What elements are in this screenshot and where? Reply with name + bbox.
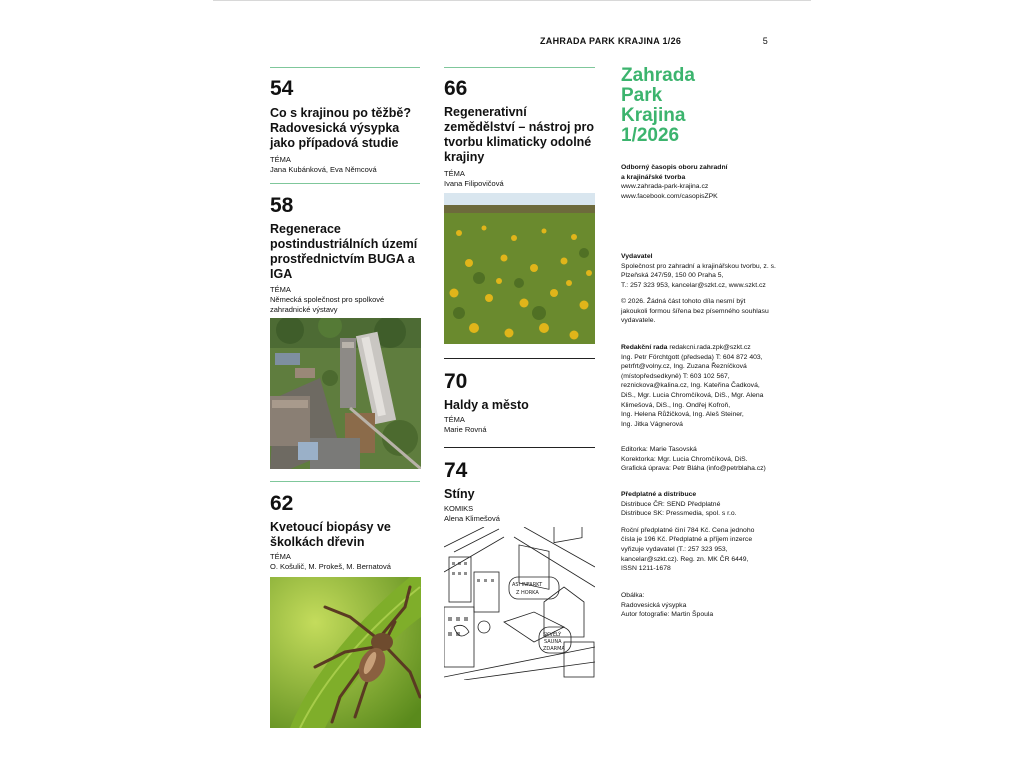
subscription-heading: Předplatné a distribuce — [621, 491, 697, 498]
cover-line: Autor fotografie: Martin Špoula — [621, 611, 714, 619]
masthead-info — [621, 163, 781, 201]
masthead-line: Krajina — [621, 105, 686, 126]
board-email[interactable]: redakcni.rada.zpk@szkt.cz — [669, 344, 751, 351]
copyright-block — [621, 297, 781, 326]
rule-54 — [270, 67, 420, 68]
article-number: 54 — [270, 77, 294, 100]
board-line: petrfrt@volny.cz, Ing. Zuzana Řezníčková — [621, 363, 747, 371]
article-title[interactable]: Regenerativní zemědělství – nástroj pro tvorbu klimaticky odolné krajiny — [444, 105, 595, 164]
masthead-line: 1/2026 — [621, 125, 680, 146]
magazine-subtitle: a krajinářské tvorba — [621, 173, 686, 181]
article-section: TÉMA — [270, 552, 291, 561]
rule-66 — [444, 67, 595, 68]
board-line: Ing. Helena Růžičková, Ing. Aleš Steiner, — [621, 411, 744, 419]
publisher-line: Plzeňská 247/59, 150 00 Praha 5, — [621, 272, 724, 280]
staff-line: Grafická úprava: Petr Bláha (info@petrblaha.cz) — [621, 465, 766, 473]
article-number: 62 — [270, 492, 294, 515]
board-line: Ing. Petr Förchtgott (předseda) T: 604 872 403, — [621, 353, 763, 361]
subscription-line: Distribuce ČR: SEND Předplatné — [621, 500, 721, 508]
article-section: KOMIKS — [444, 504, 474, 513]
article-authors: O. Košulič, M. Prokeš, M. Bernatová — [270, 562, 391, 571]
masthead-line: Zahrada — [621, 65, 695, 86]
sunflower-field-photo — [444, 193, 595, 344]
subscription-line: Roční předplatné činí 784 Kč. Cena jednoho — [621, 526, 755, 534]
publisher-line: T.: 257 323 953, kancelar@szkt.cz, www.szkt.cz — [621, 281, 766, 289]
comic-text: SAUNA — [544, 639, 562, 645]
article-authors: Marie Rovná — [444, 425, 487, 434]
rule-62 — [270, 481, 420, 482]
cover-line: Radovesická výsypka — [621, 601, 687, 609]
subscription-block — [621, 490, 781, 574]
comic-text: SKVĚLÝ — [543, 632, 562, 638]
article-section: TÉMA — [444, 415, 465, 424]
copyright-line: © 2026. Žádná část tohoto díla nesmí být — [621, 298, 746, 305]
subscription-line: čísla je 196 Kč. Předplatné a příjem inzerce — [621, 536, 753, 544]
rule-58 — [270, 183, 420, 184]
subscription-line: Distribuce SK: Pressmedia, spol. s r.o. — [621, 510, 737, 518]
facebook-link[interactable]: www.facebook.com/casopisZPK — [621, 192, 718, 200]
board-line: DiS., Mgr. Lucia Chromčíková, DiS., Mgr. Alena — [621, 391, 764, 399]
editorial-board-block — [621, 343, 781, 429]
article-number: 70 — [444, 370, 468, 393]
website-link[interactable]: www.zahrada-park-krajina.cz — [621, 183, 709, 191]
masthead-line: Park — [621, 85, 663, 106]
rule-70 — [444, 358, 595, 359]
article-authors: Ivana Filipovičová — [444, 179, 504, 188]
article-number: 58 — [270, 194, 294, 217]
article-section: TÉMA — [270, 155, 291, 164]
board-line: (místopředsedkyně) T: 603 102 567, — [621, 372, 730, 380]
article-title[interactable]: Stíny — [444, 487, 475, 501]
subscription-line: ISSN 1211-1678 — [621, 565, 671, 573]
page-number: 5 — [762, 36, 768, 46]
industrial-aerial-photo — [270, 318, 421, 469]
board-line: Ing. Jitka Vágnerová — [621, 420, 683, 428]
article-title[interactable]: Haldy a město — [444, 398, 529, 412]
staff-line: Editorka: Marie Tasovská — [621, 446, 697, 453]
comic-text: Z HORKA — [516, 590, 539, 596]
magazine-subtitle: Odborný časopis oboru zahradní — [621, 164, 728, 171]
subscription-line: kancelar@szkt.cz). Reg. zn. MK ČR 6449, — [621, 555, 749, 563]
subscription-line: vyřizuje vydavatel (T.: 257 323 953, — [621, 545, 728, 553]
rule-74 — [444, 447, 595, 448]
article-authors: Alena Klimešová — [444, 514, 500, 523]
editorial-staff-block — [621, 445, 781, 474]
board-line: Klimešová, DiS., Ing. Ondřej Kofroň, — [621, 401, 731, 409]
article-section: TÉMA — [444, 169, 465, 178]
comic-text: ASI INFARKT — [512, 582, 543, 588]
comic-text: ZDARMA — [543, 646, 565, 652]
masthead-title — [621, 66, 695, 146]
staff-line: Korektorka: Mgr. Lucia Chromčíková, DiS. — [621, 455, 748, 463]
article-title[interactable]: Kvetoucí biopásy ve školkách dřevin — [270, 520, 391, 549]
publisher-block — [621, 252, 781, 290]
comic-drawing — [444, 527, 595, 680]
spider-photo — [270, 577, 421, 728]
article-number: 66 — [444, 77, 468, 100]
article-authors: Jana Kubánková, Eva Němcová — [270, 165, 377, 174]
board-heading: Redakční rada — [621, 344, 668, 351]
article-authors: Německá společnost pro spolkové zahradnické výstavy — [270, 295, 385, 314]
publisher-heading: Vydavatel — [621, 253, 653, 260]
board-line: reznickova@kalina.cz, Ing. Kateřina Čadková, — [621, 382, 760, 390]
cover-credit-block — [621, 591, 781, 620]
copyright-line: jakoukoli formou šířena bez písemného souhlasu — [621, 307, 769, 315]
article-title[interactable]: Regenerace postindustriálních území prostřednictvím BUGA a IGA — [270, 222, 418, 281]
cover-line: Obálka: — [621, 592, 645, 599]
copyright-line: vydavatele. — [621, 317, 656, 325]
article-number: 74 — [444, 459, 468, 482]
running-title: ZAHRADA PARK KRAJINA 1/26 — [540, 36, 682, 46]
running-header — [540, 36, 780, 46]
article-section: TÉMA — [270, 285, 291, 294]
publisher-line: Společnost pro zahradní a krajinářskou tvorbu, z. s. — [621, 262, 776, 270]
top-border — [213, 0, 811, 1]
article-title[interactable]: Co s krajinou po těžbě? Radovesická výsypka jako případová studie — [270, 106, 411, 150]
